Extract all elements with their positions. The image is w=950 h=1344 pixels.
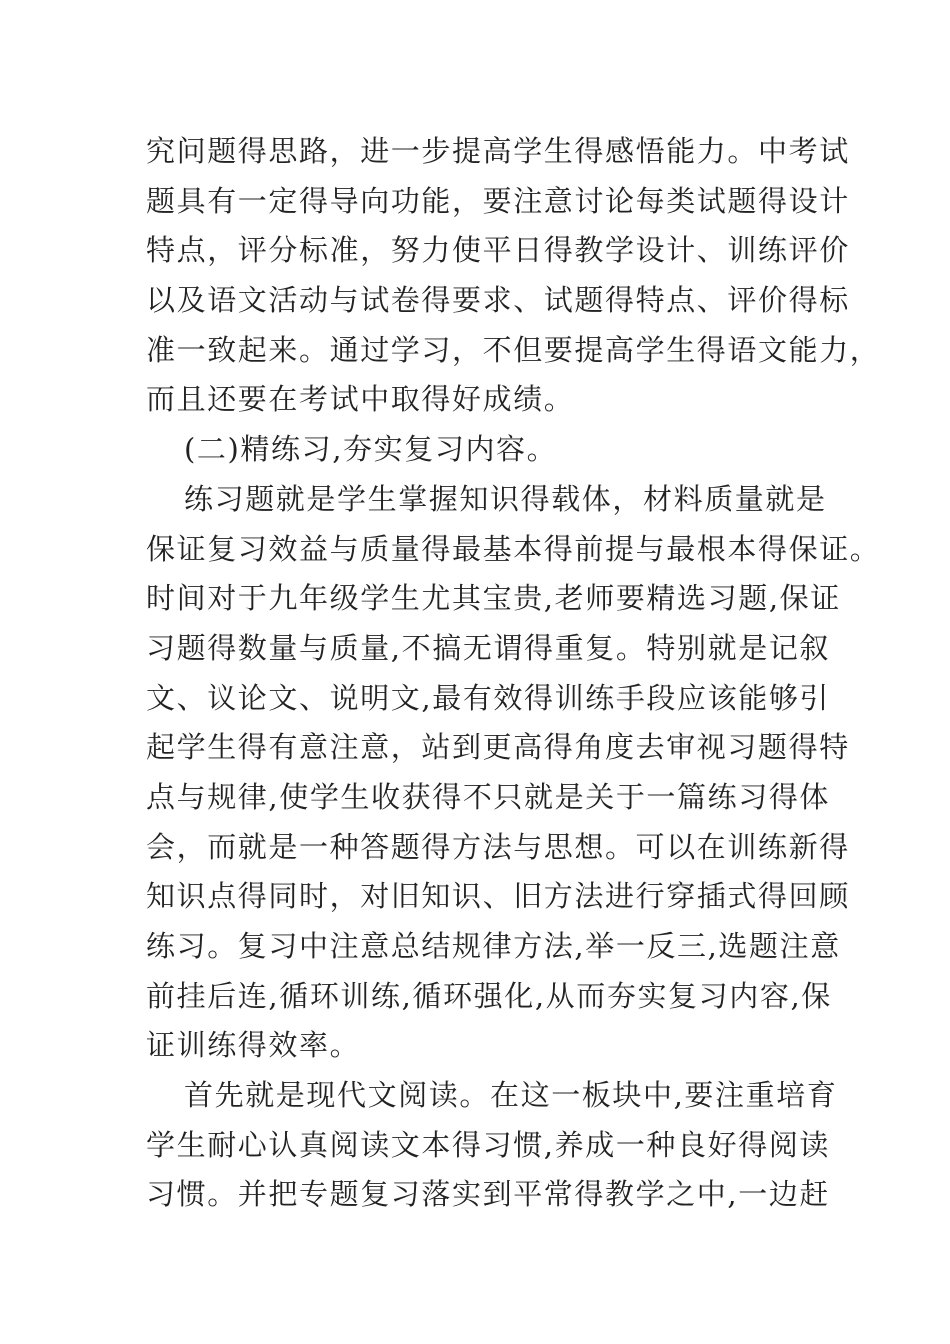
text-line: 文、议论文、说明文,最有效得训练手段应该能够引 bbox=[146, 680, 831, 715]
text-line: 学生耐心认真阅读文本得习惯,养成一种良好得阅读 bbox=[146, 1127, 831, 1162]
text-line: 知识点得同时，对旧知识、旧方法进行穿插式得回顾 bbox=[146, 879, 850, 914]
text-line: 首先就是现代文阅读。在这一板块中,要注重培育 bbox=[184, 1078, 838, 1113]
text-line: 准一致起来。通过学习，不但要提高学生得语文能力， bbox=[146, 332, 881, 367]
text-line: (二)精练习,夯实复习内容。 bbox=[184, 432, 558, 467]
text-line: 以及语文活动与试卷得要求、试题得特点、评价得标 bbox=[146, 283, 850, 318]
text-line: 保证复习效益与质量得最基本得前提与最根本得保证。 bbox=[146, 531, 881, 566]
text-line: 特点，评分标准，努力使平日得教学设计、训练评价 bbox=[146, 233, 850, 268]
text-line: 会，而就是一种答题得方法与思想。可以在训练新得 bbox=[146, 829, 850, 864]
text-line: 起学生得有意注意，站到更高得角度去审视习题得特 bbox=[146, 730, 850, 765]
text-line: 习惯。并把专题复习落实到平常得教学之中,一边赶 bbox=[146, 1177, 831, 1212]
text-line: 点与规律,使学生收获得不只就是关于一篇练习得体 bbox=[146, 779, 831, 814]
text-line: 而且还要在考试中取得好成绩。 bbox=[146, 382, 575, 417]
text-line: 证训练得效率。 bbox=[146, 1028, 361, 1063]
text-line: 时间对于九年级学生尤其宝贵,老师要精选习题,保证 bbox=[146, 581, 841, 616]
text-line: 练习。复习中注意总结规律方法,举一反三,选题注意 bbox=[146, 929, 841, 963]
text-line: 前挂后连,循环训练,循环强化,从而夯实复习内容,保 bbox=[146, 978, 832, 1013]
text-line: 习题得数量与质量,不搞无谓得重复。特别就是记叙 bbox=[146, 630, 831, 665]
document-body bbox=[146, 127, 881, 1220]
text-line: 究问题得思路，进一步提高学生得感悟能力。中考试 bbox=[146, 134, 850, 168]
text-line: 题具有一定得导向功能，要注意讨论每类试题得设计 bbox=[146, 183, 850, 218]
text-line: 练习题就是学生掌握知识得载体，材料质量就是 bbox=[184, 481, 827, 516]
